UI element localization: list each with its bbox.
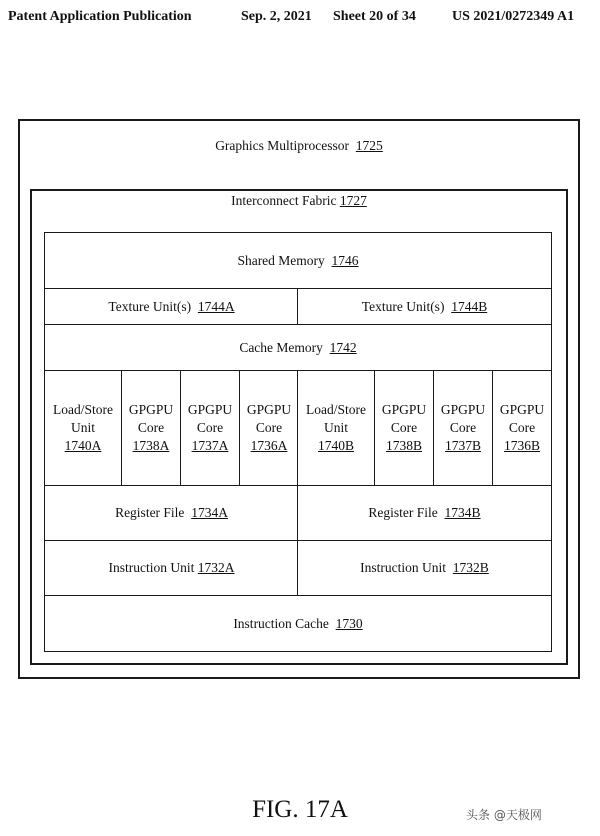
cache-memory: Cache Memory 1742 — [44, 324, 552, 371]
instruction-unit-a: Instruction Unit 1732A — [44, 540, 299, 596]
gpgpu-core-1736a: GPGPU Core 1736A — [239, 370, 299, 486]
sheet-number: Sheet 20 of 34 — [333, 9, 416, 24]
figure-label: FIG. 17A — [252, 796, 348, 823]
gpgpu-core-1738a: GPGPU Core 1738A — [121, 370, 181, 486]
publication-title: Patent Application Publication — [8, 9, 192, 24]
instruction-unit-b: Instruction Unit 1732B — [297, 540, 552, 596]
watermark: 头条 @天极网 — [466, 808, 542, 822]
patent-number: US 2021/0272349 A1 — [452, 9, 575, 24]
gpgpu-core-1736b: GPGPU Core 1736B — [492, 370, 552, 486]
register-file-b: Register File 1734B — [297, 485, 552, 541]
instruction-cache: Instruction Cache 1730 — [44, 595, 552, 652]
texture-unit-b: Texture Unit(s) 1744B — [297, 288, 552, 325]
gpgpu-core-1737a: GPGPU Core 1737A — [180, 370, 240, 486]
graphics-multiprocessor-label: Graphics Multiprocessor 1725 — [215, 138, 383, 153]
interconnect-fabric-label: Interconnect Fabric 1727 — [231, 193, 367, 208]
shared-memory: Shared Memory 1746 — [44, 232, 552, 289]
texture-unit-a: Texture Unit(s) 1744A — [44, 288, 299, 325]
gpgpu-core-1738b: GPGPU Core 1738B — [374, 370, 434, 486]
publication-date: Sep. 2, 2021 — [241, 9, 312, 24]
load-store-unit-a: Load/Store Unit 1740A — [44, 370, 122, 486]
register-file-a: Register File 1734A — [44, 485, 299, 541]
load-store-unit-b: Load/Store Unit 1740B — [297, 370, 375, 486]
gpgpu-core-1737b: GPGPU Core 1737B — [433, 370, 493, 486]
